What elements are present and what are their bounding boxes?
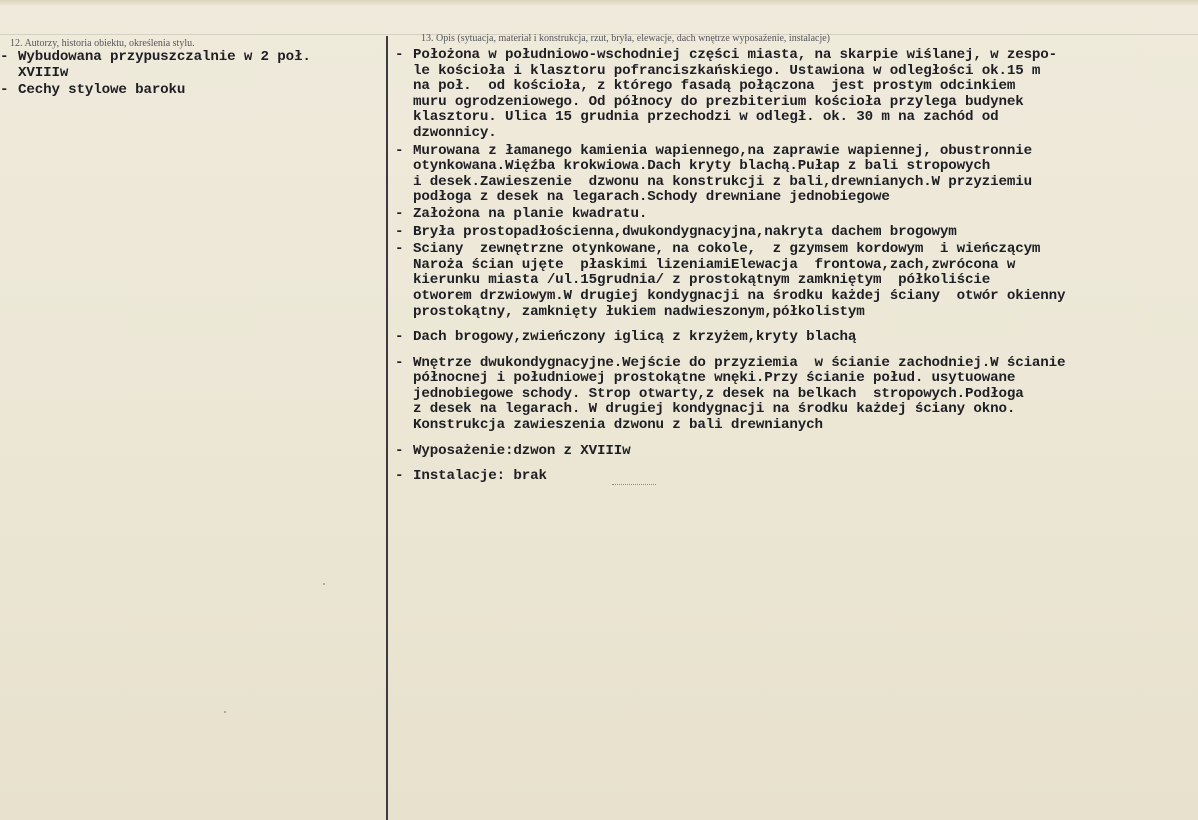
dotted-mark [612, 484, 656, 486]
bullet-dash: - [0, 49, 9, 65]
text-line: Wnętrze dwukondygnacyjne.Wejście do przyziemia w ścianie zachodniej.W ścianie [413, 354, 1066, 371]
left-item [0, 50, 378, 81]
text-line: Bryła prostopadłościenna,dwukondygnacyjna,nakryta dachem brogowym [413, 223, 957, 240]
text-line: Położona w południowo-wschodniej części miasta, na skarpie wiślanej, w zespo- [413, 47, 1058, 63]
bullet-dash: - [0, 82, 9, 99]
bullet-dash: - [395, 468, 404, 485]
column-divider [386, 36, 388, 820]
bullet-dash: - [395, 223, 404, 240]
bullet-dash: - [395, 241, 404, 258]
text-line: klasztoru. Ulica 15 grudnia przechodzi w odległ. ok. 30 m na zachód od [413, 109, 999, 126]
text-line: podłoga z desek na legarach.Schody drewniane jednobiegowe [413, 189, 890, 206]
description-interior [395, 356, 1185, 434]
bullet-dash: - [395, 47, 404, 63]
paper-edge [0, 0, 1198, 6]
description-walls [395, 242, 1185, 320]
description-plan [395, 207, 1185, 223]
text-line: Konstrukcja zawieszenia dzwonu z bali drewnianych [413, 417, 823, 434]
text-line: i desek.Zawieszenie dzwonu na konstrukcji z bali,drewnianych.W przyziemiu [413, 173, 1032, 190]
paper-speck [224, 711, 226, 713]
text-line: z desek na legarach. W drugiej kondygnacji na środku każdej ściany okno. [413, 401, 1016, 418]
description-installations [395, 469, 1185, 485]
bullet-dash: - [395, 442, 404, 459]
section-12-header: 12. Autorzy, historia obiektu, określenia stylu. [10, 38, 195, 49]
text-line: XVIIIw [18, 64, 69, 81]
text-line: Murowana z łamanego kamienia wapiennego,na zaprawie wapiennej, obustronnie [413, 142, 1032, 159]
text-line: Sciany zewnętrzne otynkowane, na cokole, z gzymsem kordowym i wieńczącym [413, 241, 1041, 258]
bullet-dash: - [395, 205, 404, 222]
bullet-dash: - [395, 354, 404, 371]
description-equipment [395, 444, 1185, 460]
text-line: jednobiegowe schody. Strop otwarty,z desek na belkach stropowych.Podłoga [413, 385, 1024, 402]
text-line: Instalacje: brak [413, 468, 547, 485]
text-line: północnej i południowej prostokątne wnęki.Przy ścianie połud. usytuowane [413, 370, 1016, 387]
description-location [395, 48, 1185, 142]
bullet-dash: - [395, 329, 404, 346]
text-line: muru ogrodzeniowego. Od północy do prezbiterium kościoła przylega budynek [413, 93, 1024, 110]
text-line: otynkowana.Więźba krokwiowa.Dach kryty blachą.Pułap z bali stropowych [413, 158, 991, 175]
right-column-description [395, 48, 1185, 485]
left-item [0, 83, 378, 99]
text-line: otworem drzwiowym.W drugiej kondygnacji na środku każdej ściany otwór okienny [413, 287, 1066, 304]
text-line: Dach brogowy,zwieńczony iglicą z krzyżem,kryty blachą [413, 329, 857, 346]
text-line: kierunku miasta /ul.15grudnia/ z prostokątnym zamkniętym półkoliście [413, 272, 991, 289]
text-line: prostokątny, zamknięty łukiem nadwieszonym,półkolistym [413, 303, 865, 320]
text-line: le kościoła i klasztoru pofranciszkańskiego. Ustawiona w odległości ok.15 m [413, 62, 1041, 79]
text-line: dzwonnicy. [413, 124, 497, 141]
text-line: Wybudowana przypuszczalnie w 2 poł. [18, 49, 311, 65]
text-line: Wyposażenie:dzwon z XVIIIw [413, 442, 631, 459]
text-line: Cechy stylowe baroku [18, 82, 186, 99]
text-line: Naroża ścian ujęte płaskimi lizeniamiElewacja frontowa,zach,zwrócona w [413, 256, 1016, 273]
paper-speck [323, 583, 325, 585]
bullet-dash: - [395, 142, 404, 159]
left-column-authors-history [0, 50, 378, 99]
description-material [395, 144, 1185, 206]
description-roof [395, 330, 1185, 346]
section-13-header: 13. Opis (sytuacja, materiał i konstrukcja, rzut, bryła, elewacje, dach wnętrze wyposażenie, instalacje) [421, 33, 830, 44]
text-line: Założona na planie kwadratu. [413, 205, 648, 222]
text-line: na poł. od kościoła, z którego fasadą połączona jest prostym odcinkiem [413, 78, 1016, 95]
description-body [395, 225, 1185, 241]
